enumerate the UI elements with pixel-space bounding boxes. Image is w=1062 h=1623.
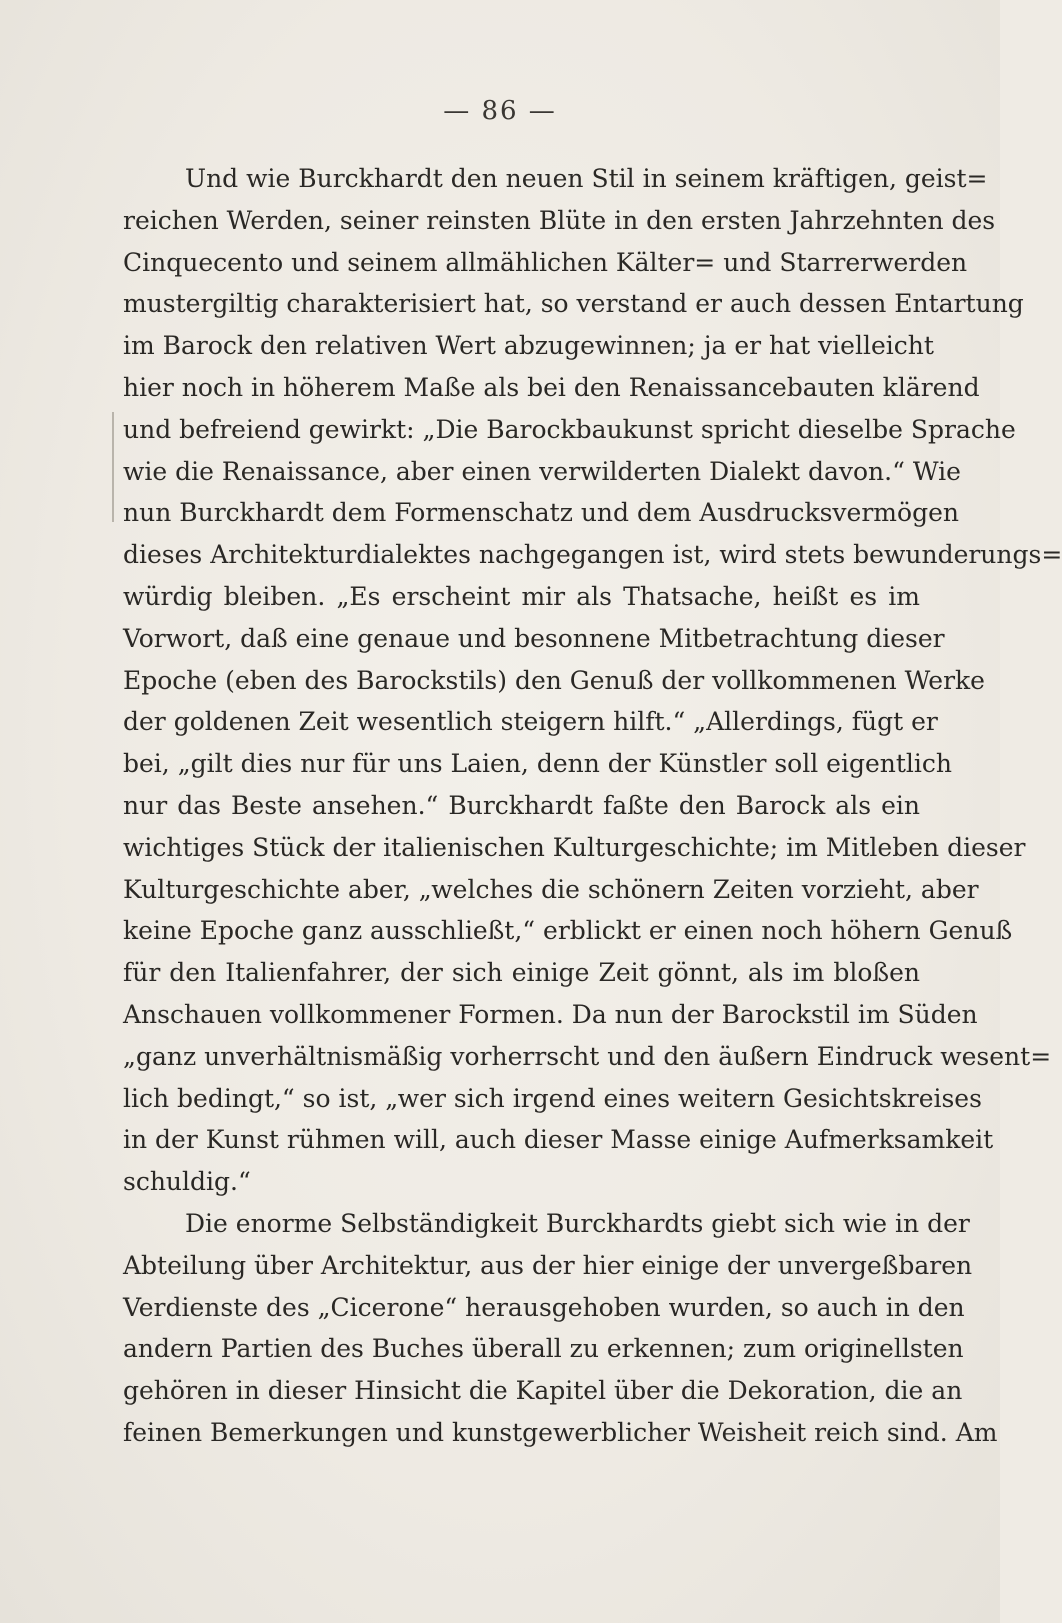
text-line: Die enorme Selbständigkeit Burckhardts giebt sich wie in der [185, 1208, 970, 1238]
text-line: in der Kunst rühmen will, auch dieser Masse einige Aufmerksamkeit [123, 1125, 994, 1155]
text-line: würdig bleiben. „Es erscheint mir als Thatsache, heißt es im [123, 581, 920, 611]
text-line: feinen Bemerkungen und kunstgewerblicher Weisheit reich sind. Am [123, 1417, 998, 1447]
text-line: Epoche (eben des Barockstils) den Genuß der vollkommenen Werke [123, 665, 985, 695]
text-line: bei, „gilt dies nur für uns Laien, denn der Künstler soll eigentlich [123, 749, 953, 779]
text-line: für den Italienfahrer, der sich einige Zeit gönnt, als im bloßen [123, 958, 920, 988]
text-line: und befreiend gewirkt: „Die Barockbaukunst spricht dieselbe Sprache [123, 414, 1016, 444]
margin-pencil-mark [112, 412, 114, 522]
text-line: andern Partien des Buches überall zu erkennen; zum originellsten [123, 1334, 964, 1364]
text-line: wie die Renaissance, aber einen verwilderten Dialekt davon.“ Wie [123, 456, 961, 486]
text-line: Verdienste des „Cicerone“ herausgehoben wurden, so auch in den [123, 1292, 965, 1322]
text-line: Anschauen vollkommener Formen. Da nun der Barockstil im Süden [123, 999, 978, 1029]
text-line: gehören in dieser Hinsicht die Kapitel über die Dekoration, die an [123, 1376, 963, 1406]
text-line: lich bedingt,“ so ist, „wer sich irgend eines weitern Gesichtskreises [123, 1083, 982, 1113]
text-line: Kulturgeschichte aber, „welches die schönern Zeiten vorzieht, aber [123, 874, 979, 904]
text-line: Vorwort, daß eine genaue und besonnene Mitbetrachtung dieser [123, 623, 945, 653]
text-line: dieses Architekturdialektes nachgegangen ist, wird stets bewunderungs= [123, 540, 1062, 570]
text-line: Abteilung über Architektur, aus der hier einige der unvergeßbaren [123, 1250, 973, 1280]
text-line: nur das Beste ansehen.“ Burckhardt faßte den Barock als ein [123, 790, 920, 820]
text-line: nun Burckhardt dem Formenschatz und dem Ausdrucksvermögen [123, 498, 959, 528]
paragraph-1 [123, 158, 1062, 1203]
page-number: — 86 — [443, 96, 557, 126]
text-line: keine Epoche ganz ausschließt,“ erblickt er einen noch höhern Genuß [123, 916, 1013, 946]
text-line: Cinquecento und seinem allmählichen Kälter= und Starrerwerden [123, 247, 968, 277]
text-line: mustergiltig charakterisiert hat, so verstand er auch dessen Entartung [123, 289, 1024, 319]
text-line: hier noch in höherem Maße als bei den Renaissancebauten klärend [123, 372, 980, 402]
text-line: reichen Werden, seiner reinsten Blüte in den ersten Jahrzehnten des [123, 205, 996, 235]
text-line: schuldig.“ [123, 1167, 251, 1197]
text-line: „ganz unverhältnismäßig vorherrscht und den äußern Eindruck wesent= [123, 1041, 1052, 1071]
text-line: der goldenen Zeit wesentlich steigern hilft.“ „Allerdings, fügt er [123, 707, 938, 737]
text-line: wichtiges Stück der italienischen Kulturgeschichte; im Mitleben dieser [123, 832, 1026, 862]
body-text [123, 158, 1062, 1454]
paragraph-2 [123, 1203, 998, 1454]
text-line: Und wie Burckhardt den neuen Stil in seinem kräftigen, geist= [185, 164, 988, 193]
text-line: im Barock den relativen Wert abzugewinnen; ja er hat vielleicht [123, 331, 934, 361]
